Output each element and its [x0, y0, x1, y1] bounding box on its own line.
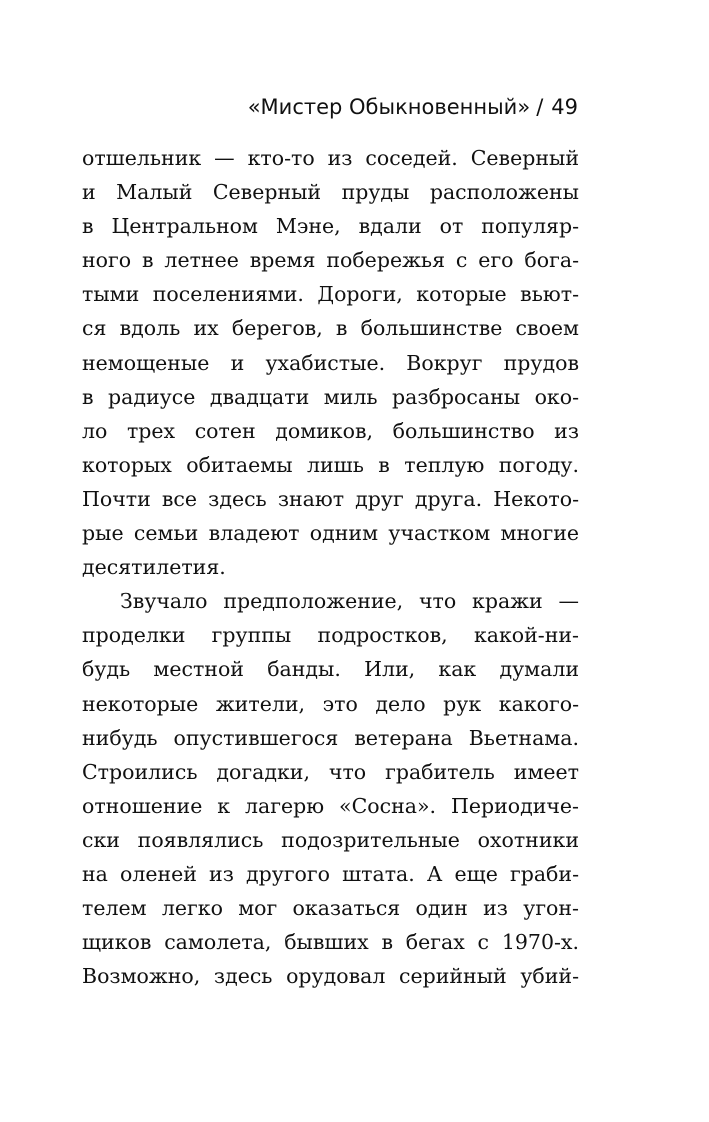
text-line: немощеные и ухабистые. Вокруг прудов	[82, 350, 579, 375]
text-line: десятилетия.	[82, 555, 226, 580]
text-line: отшельник — кто-то из соседей. Северный	[82, 146, 579, 170]
text-line: Звучало предположение, что кражи —	[120, 589, 579, 614]
text-line: некоторые жители, это дело рук какого-	[82, 691, 579, 716]
text-line: в Центральном Мэне, вдали от популяр-	[82, 214, 579, 239]
text-line: ло трех сотен домиков, большинство из	[82, 418, 579, 443]
text-line: в радиусе двадцати миль разбросаны око-	[82, 384, 579, 409]
text-line: Возможно, здесь орудовал серийный убий-	[82, 964, 579, 989]
text-line: отношение к лагерю «Сосна». Периодиче-	[82, 793, 579, 818]
text-line: будь местной банды. Или, как думали	[82, 657, 579, 682]
body-text	[82, 141, 579, 993]
text-line: которых обитаемы лишь в теплую погоду.	[82, 452, 579, 477]
text-line: ного в летнее время побережья с его бога-	[82, 248, 579, 273]
text-line: и Малый Северный пруды расположены	[82, 180, 579, 205]
running-head-separator: /	[536, 95, 544, 119]
text-line: щиков самолета, бывших в бегах с 1970-х.	[82, 930, 579, 955]
text-line: ся вдоль их берегов, в большинстве своем	[82, 316, 579, 341]
running-head	[82, 92, 578, 122]
text-line: Почти все здесь знают друг друга. Некото-	[82, 486, 579, 511]
paragraph-2	[82, 584, 579, 993]
text-line: проделки группы подростков, какой-ни-	[82, 623, 579, 648]
paragraph-1	[82, 141, 579, 584]
text-line: тыми поселениями. Дороги, которые вьют-	[82, 282, 579, 307]
text-line: рые семьи владеют одним участком многие	[82, 521, 579, 546]
text-line: телем легко мог оказаться один из угон-	[82, 896, 579, 921]
running-head-title: «Мистер Обыкновенный»	[247, 95, 531, 119]
page-number: 49	[551, 95, 578, 119]
text-line: нибудь опустившегося ветерана Вьетнама.	[82, 725, 579, 750]
text-line: ски появлялись подозрительные охотники	[82, 827, 579, 852]
text-line: Строились догадки, что грабитель имеет	[82, 759, 579, 784]
text-line: на оленей из другого штата. А еще граби-	[82, 861, 579, 886]
